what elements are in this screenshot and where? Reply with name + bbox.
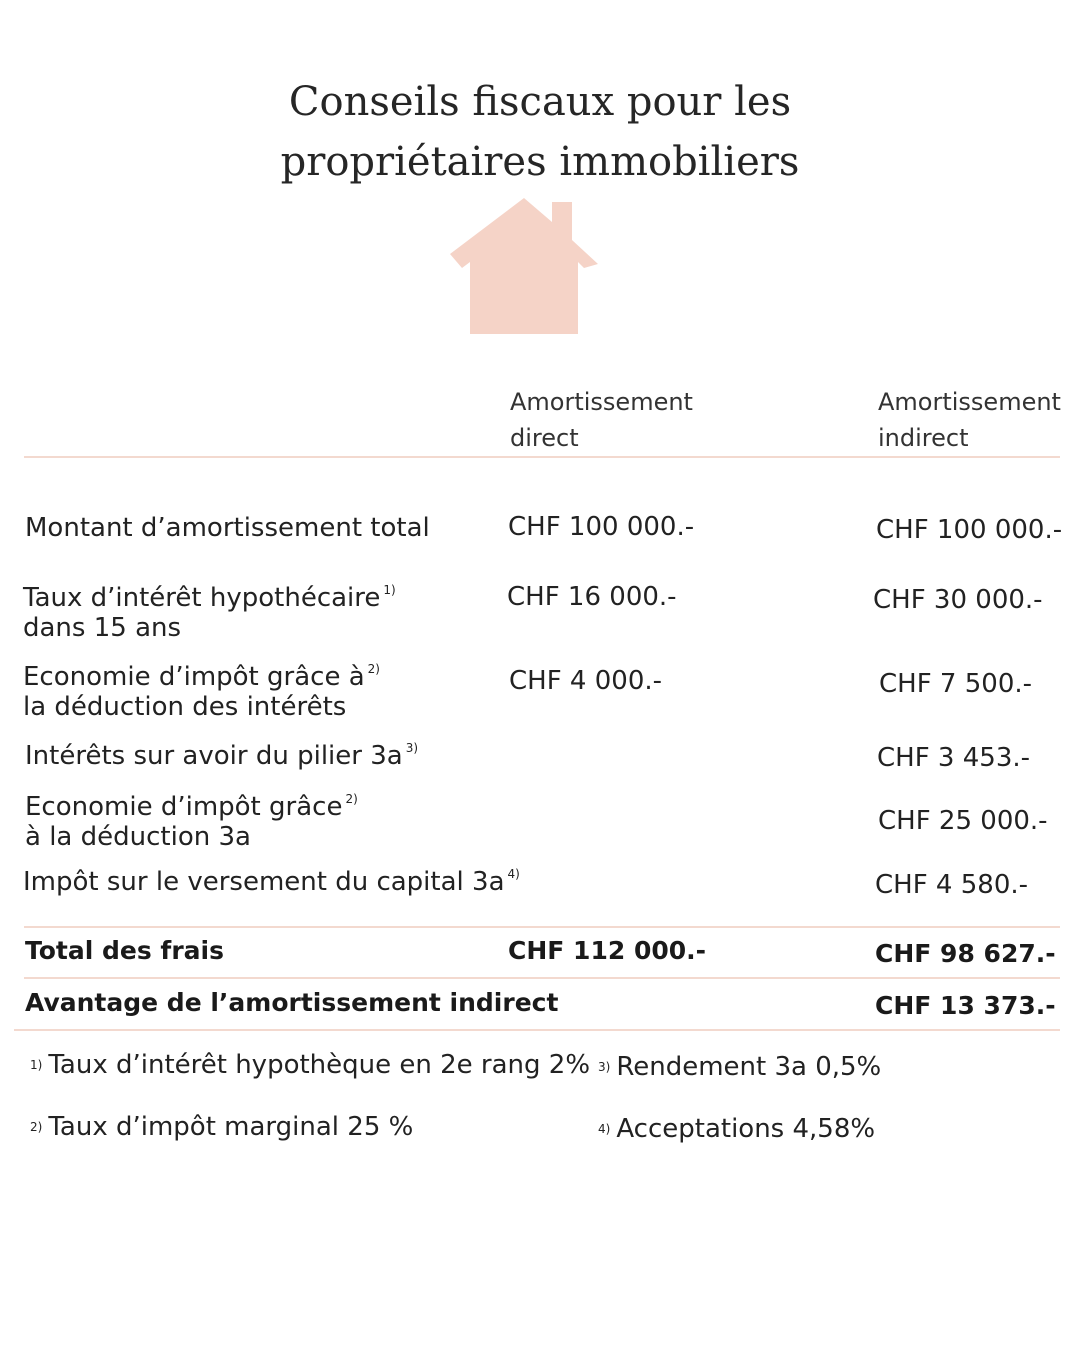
footnote-marker: 3) (405, 741, 419, 755)
page-title (0, 72, 1080, 192)
footnote-4 (598, 1114, 875, 1144)
footnote-marker: 2) (367, 662, 380, 676)
row-label-line-2: dans 15 ans (23, 613, 182, 643)
advantage-divider (14, 1029, 1060, 1031)
total-divider-top (24, 926, 1060, 928)
total-divider-bottom (24, 977, 1060, 979)
column-header-direct-line-2: direct (510, 424, 579, 452)
row-label-line-1-text: Impôt sur le versement du capital 3a (23, 867, 505, 897)
footnote-4-mark: 4) (598, 1122, 611, 1136)
footnote-3-text: Rendement 3a 0,5% (616, 1052, 882, 1082)
footnote-4-text: Acceptations 4,58% (616, 1114, 876, 1144)
total-value-indirect: CHF 98 627.- (875, 939, 1056, 968)
row-label-line-1-text: Intérêts sur avoir du pilier 3a (25, 741, 403, 771)
row-value-indirect: CHF 3 453.- (877, 743, 1031, 773)
row-label-line-1-text: Economie d’impôt grâce à (23, 662, 365, 692)
row-value-indirect: CHF 7 500.- (879, 669, 1033, 699)
footnote-marker: 1) (383, 583, 396, 597)
row-value-indirect: CHF 30 000.- (873, 585, 1043, 615)
row-label-tax-saving-interest (23, 662, 380, 722)
row-label-pillar-3a-interest (25, 741, 418, 771)
column-header-indirect-line-1: Amortissement (878, 388, 1061, 416)
row-label-total-amortization (25, 513, 430, 543)
row-value-indirect: CHF 4 580.- (875, 870, 1029, 900)
row-label-mortgage-interest (23, 583, 396, 643)
row-label-line-1: Montant d’amortissement total (25, 513, 430, 543)
row-label-line-1 (23, 583, 396, 613)
row-label-line-1 (25, 741, 418, 771)
house-icon (448, 196, 600, 334)
footnote-3-mark: 3) (598, 1060, 611, 1074)
column-header-indirect-line-2: indirect (878, 424, 969, 452)
footnote-1 (30, 1050, 590, 1080)
row-value-indirect: CHF 25 000.- (878, 806, 1048, 836)
row-value-direct: CHF 4 000.- (509, 666, 663, 696)
row-label-capital-withdrawal-tax (23, 867, 520, 897)
row-label-line-2: la déduction des intérêts (23, 692, 347, 722)
row-label-tax-saving-3a (25, 792, 358, 852)
footnote-1-mark: 1) (30, 1058, 43, 1072)
row-label-line-1-text: Taux d’intérêt hypothécaire (23, 583, 381, 613)
row-value-direct: CHF 16 000.- (507, 582, 677, 612)
total-value-direct: CHF 112 000.- (508, 936, 706, 965)
advantage-label: Avantage de l’amortissement indirect (25, 988, 559, 1017)
page-title-line-2: propriétaires immobiliers (280, 139, 800, 185)
footnote-marker: 4) (507, 867, 520, 881)
row-label-line-2: à la déduction 3a (25, 822, 251, 852)
row-value-indirect: CHF 100 000.- (876, 515, 1063, 545)
footnote-marker: 2) (345, 792, 358, 806)
row-label-line-1 (23, 867, 520, 897)
column-header-direct-line-1: Amortissement (510, 388, 693, 416)
row-label-line-1-text: Economie d’impôt grâce (25, 792, 343, 822)
column-header-indirect (878, 384, 1061, 456)
footnote-1-text: Taux d’intérêt hypothèque en 2e rang 2% (48, 1050, 591, 1080)
footnote-3 (598, 1052, 881, 1082)
row-label-line-1 (23, 662, 380, 692)
row-value-direct: CHF 100 000.- (508, 512, 695, 542)
header-divider (24, 456, 1060, 458)
total-label: Total des frais (25, 936, 224, 965)
row-label-line-1 (25, 792, 358, 822)
footnote-2 (30, 1112, 413, 1142)
column-header-direct (510, 384, 693, 456)
footnote-2-text: Taux d’impôt marginal 25 % (48, 1112, 414, 1142)
page-title-line-1: Conseils fiscaux pour les (288, 79, 792, 125)
footnote-2-mark: 2) (30, 1120, 43, 1134)
advantage-value-indirect: CHF 13 373.- (875, 991, 1056, 1020)
